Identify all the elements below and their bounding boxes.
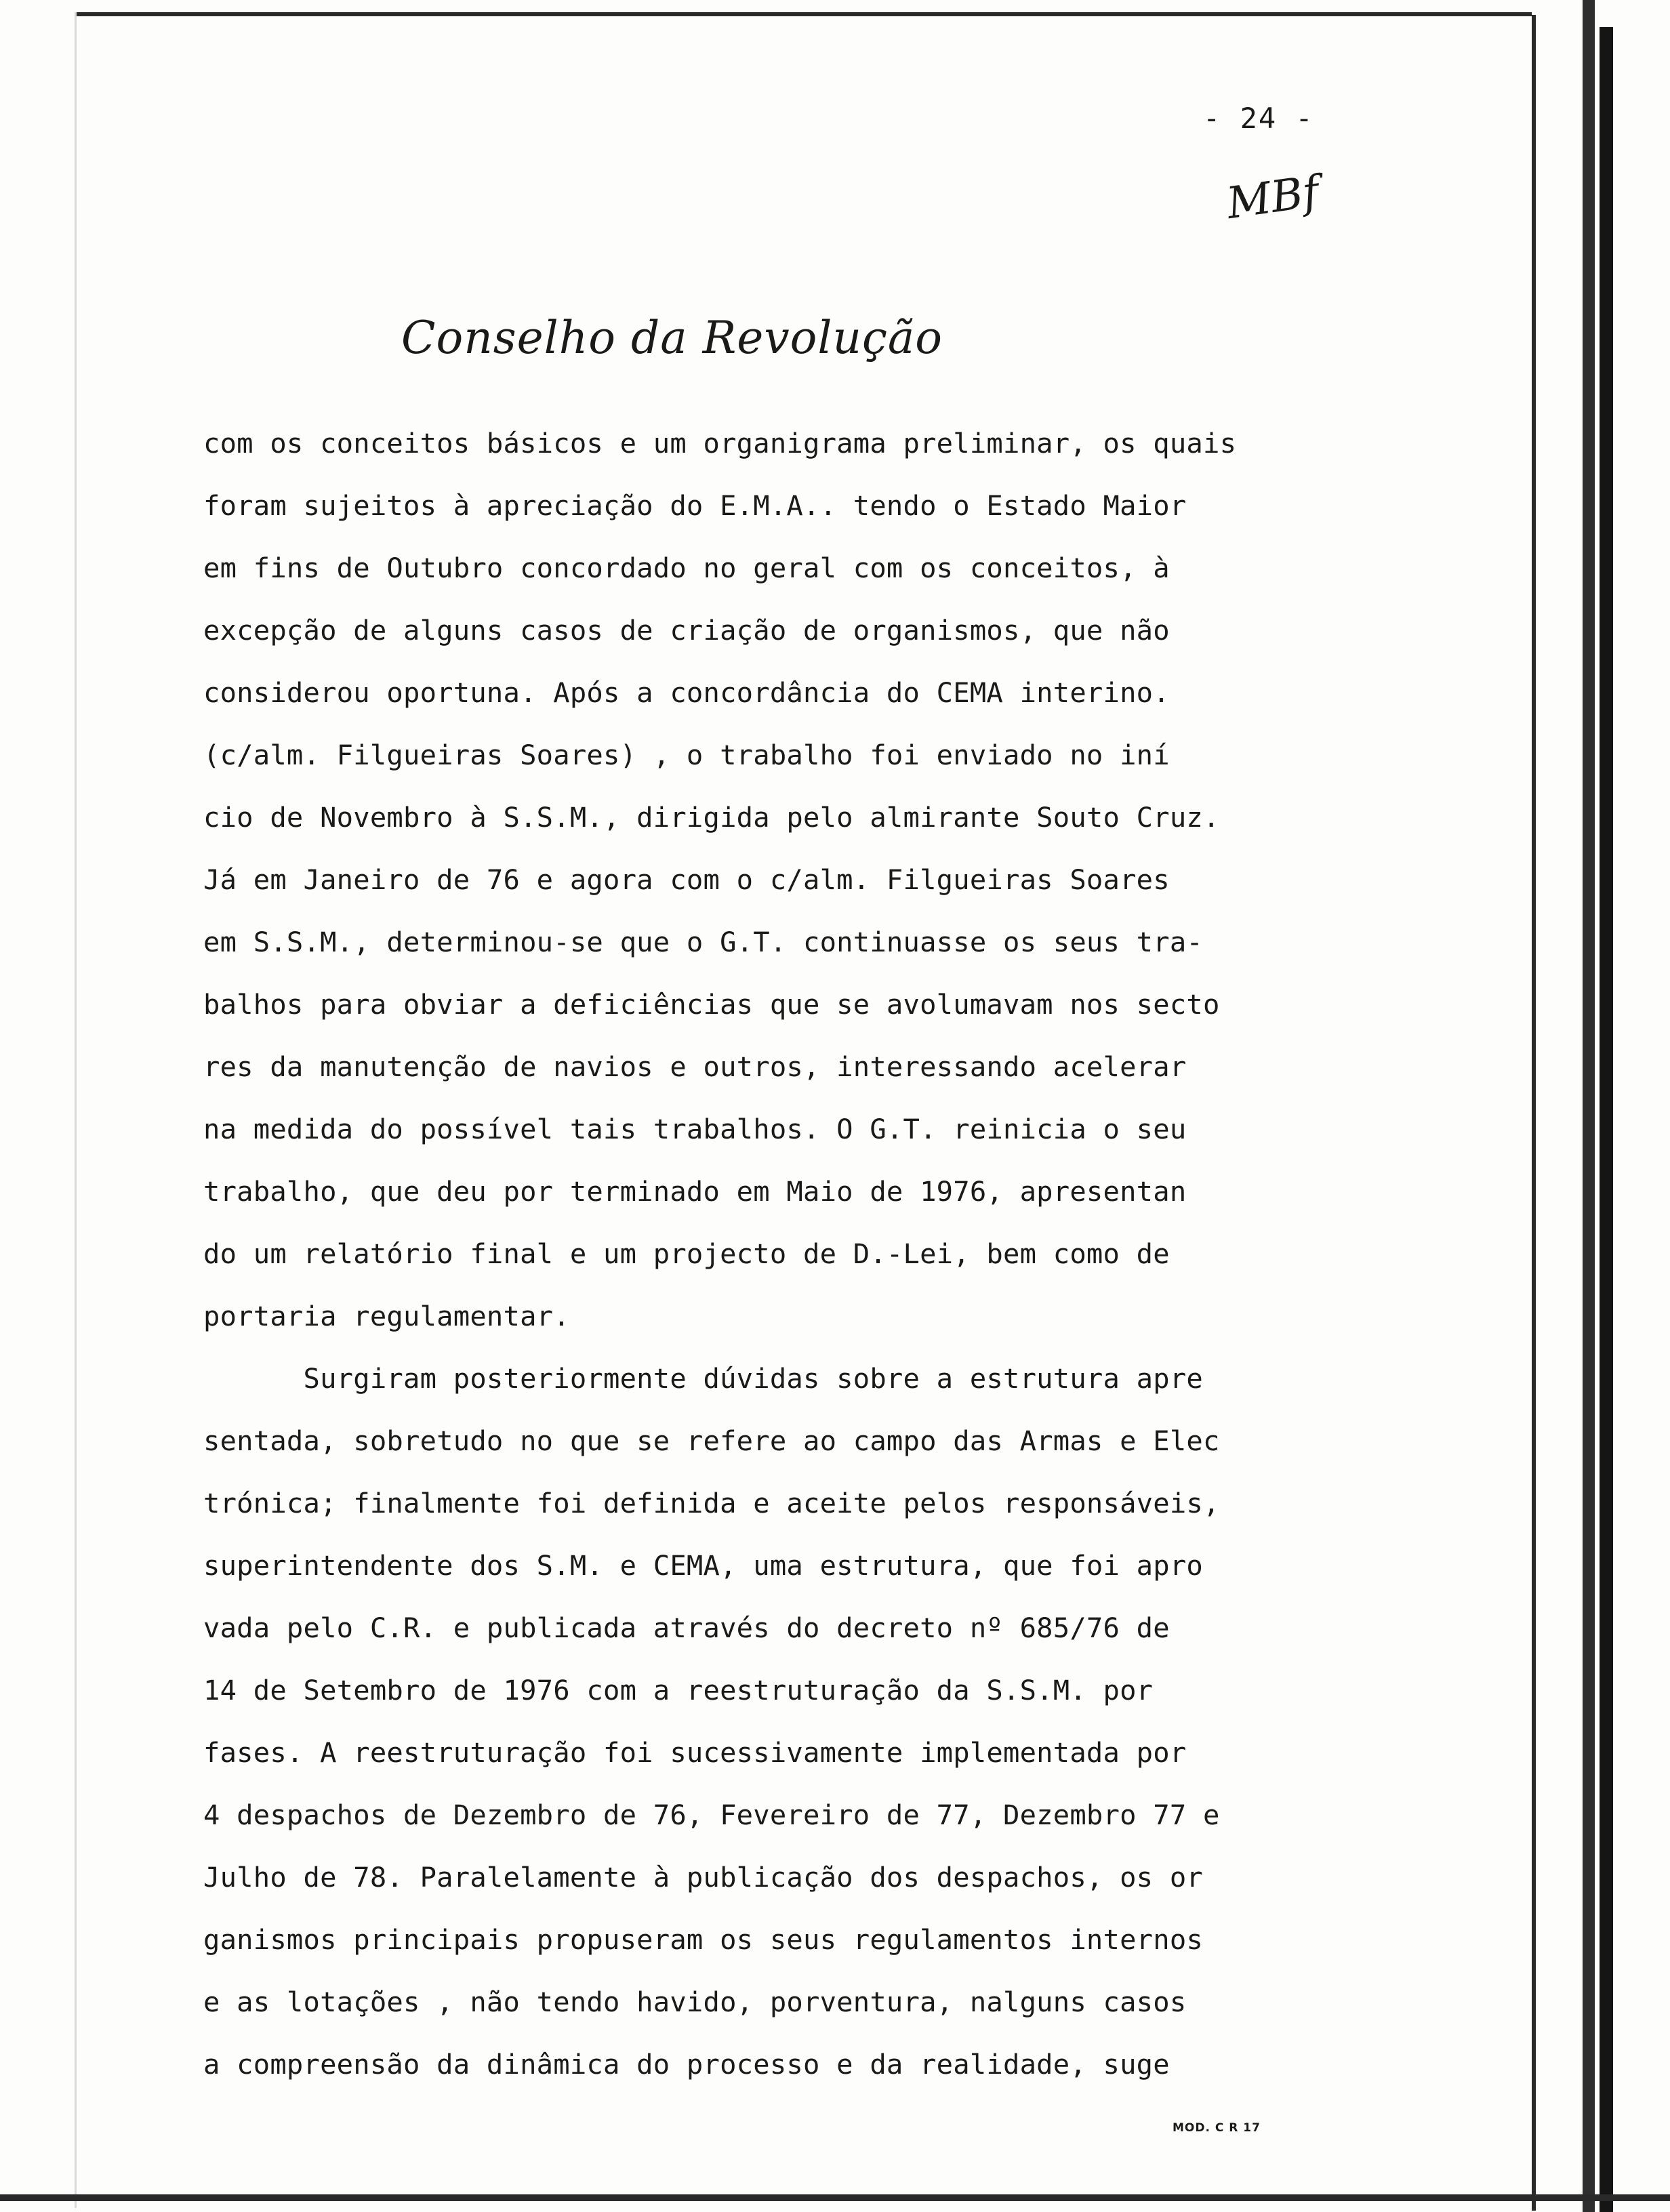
- text-line: 4 despachos de Dezembro de 76, Fevereiro de 77, Dezembro 77 e: [203, 1799, 1220, 1831]
- text-line: balhos para obviar a deficiências que se avolumavam nos secto: [203, 988, 1220, 1021]
- text-line: com os conceitos básicos e um organigrama preliminar, os quais: [203, 427, 1237, 459]
- text-line: foram sujeitos à apreciação do E.M.A.. tendo o Estado Maior: [203, 489, 1187, 522]
- text-line: considerou oportuna. Após a concordância do CEMA interino.: [203, 676, 1170, 709]
- text-line: em fins de Outubro concordado no geral com os conceitos, à: [203, 552, 1170, 584]
- scan-edge-right: [1532, 15, 1536, 2211]
- scan-binding-shadow: [1583, 0, 1595, 2212]
- text-line: na medida do possível tais trabalhos. O G.T. reinicia o seu: [203, 1113, 1187, 1145]
- text-line: sentada, sobretudo no que se refere ao campo das Armas e Elec: [203, 1425, 1220, 1457]
- text-line: superintendente dos S.M. e CEMA, uma estrutura, que foi apro: [203, 1549, 1203, 1582]
- text-line: Julho de 78. Paralelamente à publicação dos despachos, os or: [203, 1861, 1203, 1893]
- text-line: res da manutenção de navios e outros, interessando acelerar: [203, 1050, 1187, 1083]
- handwritten-initials: MBf: [1223, 166, 1322, 230]
- text-line: ganismos principais propuseram os seus regulamentos internos: [203, 1923, 1203, 1956]
- text-line: vada pelo C.R. e publicada através do decreto nº 685/76 de: [203, 1612, 1170, 1644]
- text-line: trabalho, que deu por terminado em Maio de 1976, apresentan: [203, 1175, 1187, 1208]
- scan-binding-edge: [1600, 27, 1613, 2212]
- scan-edge-top: [75, 12, 1532, 16]
- body-text: [203, 412, 1383, 2095]
- text-line: e as lotações , não tendo havido, porventura, nalguns casos: [203, 1986, 1187, 2018]
- scan-edge-left: [75, 12, 77, 2208]
- text-line: a compreensão da dinâmica do processo e da realidade, suge: [203, 2048, 1170, 2081]
- form-code: MOD. C R 17: [1173, 2121, 1261, 2135]
- text-line: (c/alm. Filgueiras Soares) , o trabalho foi enviado no iní: [203, 739, 1170, 771]
- text-line: do um relatório final e um projecto de D.-Lei, bem como de: [203, 1237, 1170, 1270]
- scan-edge-bottom: [0, 2194, 1670, 2201]
- page-number: - 24 -: [1203, 102, 1314, 135]
- text-line: trónica; finalmente foi definida e aceite pelos responsáveis,: [203, 1487, 1220, 1519]
- text-line: 14 de Setembro de 1976 com a reestruturação da S.S.M. por: [203, 1674, 1154, 1706]
- text-line: em S.S.M., determinou-se que o G.T. continuasse os seus tra-: [203, 926, 1203, 958]
- text-line: excepção de alguns casos de criação de organismos, que não: [203, 614, 1170, 647]
- text-line: Já em Janeiro de 76 e agora com o c/alm. Filgueiras Soares: [203, 863, 1170, 896]
- text-line: Surgiram posteriormente dúvidas sobre a estrutura apre: [203, 1362, 1203, 1395]
- text-line: fases. A reestruturação foi sucessivamente implementada por: [203, 1736, 1187, 1769]
- text-line: cio de Novembro à S.S.M., dirigida pelo almirante Souto Cruz.: [203, 801, 1220, 834]
- text-line: portaria regulamentar.: [203, 1300, 570, 1332]
- letterhead: Conselho da Revolução: [401, 312, 943, 364]
